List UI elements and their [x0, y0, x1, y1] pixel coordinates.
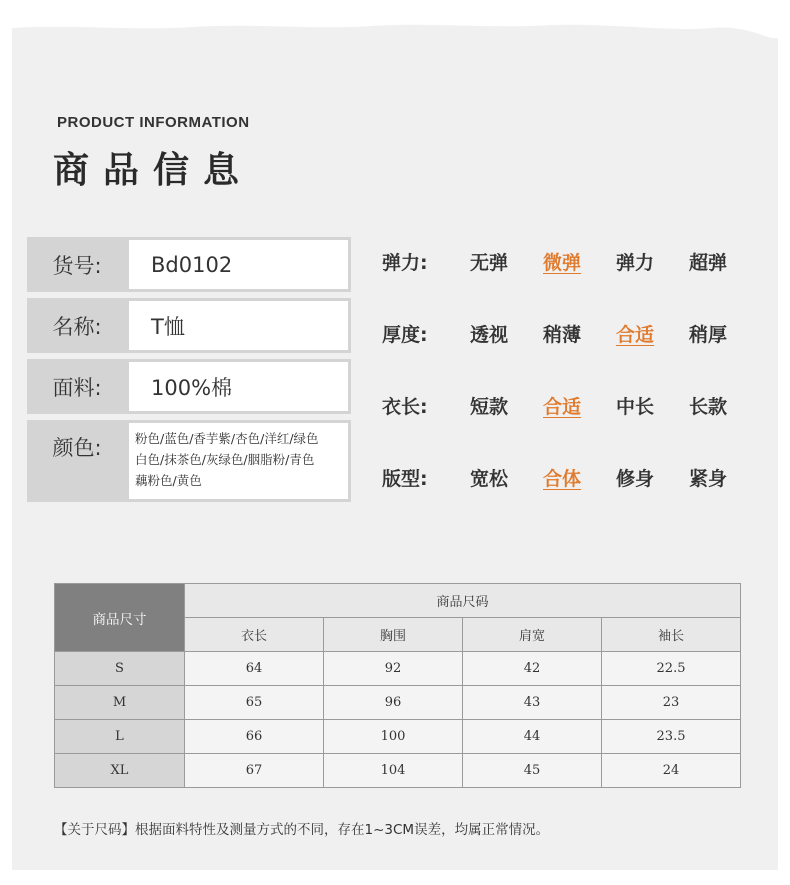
table-cell: 44: [463, 720, 602, 754]
table-cell: 104: [324, 754, 463, 788]
info-row-sku: [27, 237, 351, 292]
info-key: 货号:: [52, 253, 102, 278]
table-cell: 66: [185, 720, 324, 754]
column-header: 衣长: [185, 618, 324, 652]
attr-option: 中长: [616, 396, 655, 418]
table-row: [55, 686, 741, 720]
table-cell: 96: [324, 686, 463, 720]
attr-row-elasticity: [382, 248, 762, 275]
column-header: 袖长: [602, 618, 741, 652]
table-cell: 22.5: [602, 652, 741, 686]
table-cell: 23: [602, 686, 741, 720]
title-english: PRODUCT INFORMATION: [57, 114, 250, 131]
size-table: [54, 583, 741, 788]
attr-option: 超弹: [689, 252, 728, 274]
attr-label: 版型:: [382, 468, 428, 490]
attr-option-selected: 合适: [543, 396, 582, 418]
column-header: 肩宽: [463, 618, 602, 652]
info-row-name: [27, 298, 351, 353]
size-table-corner: 商品尺寸: [55, 584, 185, 652]
attr-label: 厚度:: [382, 324, 428, 346]
attr-option-selected: 合适: [616, 324, 655, 346]
table-cell: 92: [324, 652, 463, 686]
info-row-fabric: [27, 359, 351, 414]
attr-row-thickness: [382, 320, 762, 347]
color-line: 藕粉色/黄色: [135, 473, 202, 488]
table-cell: 23.5: [602, 720, 741, 754]
attr-option: 稍薄: [543, 324, 582, 346]
attr-option: 短款: [470, 396, 509, 418]
size-note: 【关于尺码】根据面料特性及测量方式的不同，存在1~3CM误差，均属正常情况。: [54, 822, 550, 838]
info-value: Bd0102: [129, 240, 348, 289]
size-table-group-header: 商品尺码: [185, 584, 741, 618]
table-cell: 43: [463, 686, 602, 720]
attr-option: 透视: [470, 324, 509, 346]
size-label: L: [55, 720, 185, 754]
attr-option-selected: 微弹: [543, 252, 582, 274]
table-cell: 42: [463, 652, 602, 686]
size-label: S: [55, 652, 185, 686]
table-cell: 67: [185, 754, 324, 788]
attr-option: 修身: [616, 468, 655, 490]
attr-option: 无弹: [470, 252, 509, 274]
info-key: 面料:: [52, 375, 102, 400]
column-header: 胸围: [324, 618, 463, 652]
table-row: [55, 754, 741, 788]
brush-stroke-decoration: [12, 22, 778, 62]
table-cell: 100: [324, 720, 463, 754]
info-key: 颜色:: [52, 436, 102, 460]
attr-option: 紧身: [689, 468, 728, 490]
table-cell: 24: [602, 754, 741, 788]
attr-row-length: [382, 392, 762, 419]
color-line: 粉色/蓝色/香芋紫/杏色/洋红/绿色: [135, 431, 319, 446]
table-cell: 45: [463, 754, 602, 788]
info-key: 名称:: [52, 314, 102, 339]
table-row: [55, 652, 741, 686]
info-value: T恤: [129, 301, 348, 350]
table-cell: 65: [185, 686, 324, 720]
table-cell: 64: [185, 652, 324, 686]
attr-option-selected: 合体: [543, 468, 582, 490]
size-label: XL: [55, 754, 185, 788]
table-row: [55, 720, 741, 754]
info-value-colors: [129, 423, 348, 499]
size-label: M: [55, 686, 185, 720]
info-row-colors: [27, 420, 351, 502]
title-chinese: 商品信息: [53, 150, 254, 191]
info-value: 100%棉: [129, 362, 348, 411]
attr-option: 弹力: [616, 252, 655, 274]
attr-label: 弹力:: [382, 252, 428, 274]
color-line: 白色/抹茶色/灰绿色/胭脂粉/青色: [135, 452, 315, 467]
attr-option: 稍厚: [689, 324, 728, 346]
attr-option: 长款: [689, 396, 728, 418]
attr-row-fit: [382, 464, 762, 491]
attr-label: 衣长:: [382, 396, 428, 418]
attr-option: 宽松: [470, 468, 509, 490]
